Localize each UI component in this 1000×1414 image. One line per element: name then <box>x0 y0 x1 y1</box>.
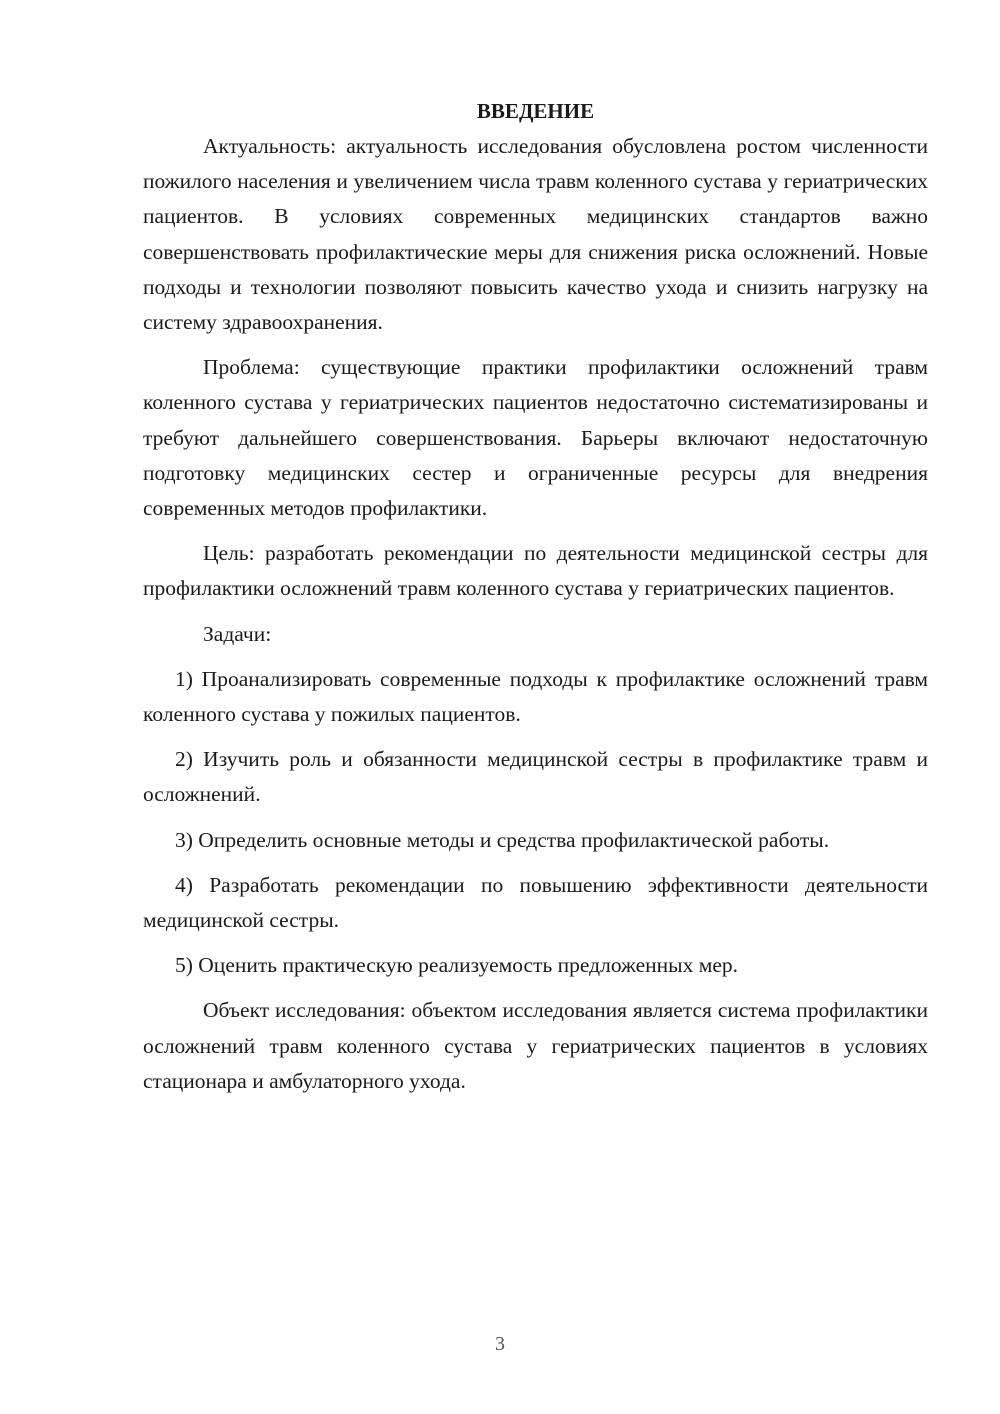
document-page <box>143 94 928 1099</box>
tasks-list <box>143 662 928 984</box>
paragraph-problem: Проблема: существующие практики профилактики осложнений травм коленного сустава у гериатрических пациентов недостаточно систематизированы и требуют дальнейшего совершенствования. Барьеры включают недостаточную подготовку медицинских сестер и ограниченные ресурсы для внедрения современных методов профилактики. <box>143 355 928 521</box>
tasks-heading: Задачи: <box>203 621 272 646</box>
task-item: 1) Проанализировать современные подходы к профилактике осложнений травм коленного сустава у пожилых пациентов. <box>143 666 928 727</box>
paragraph-object: Объект исследования: объектом исследования является система профилактики осложнений травм коленного сустава у гериатрических пациентов в условиях стационара и амбулаторного ухода. <box>143 998 928 1093</box>
task-item: 4) Разработать рекомендации по повышению эффективности деятельности медицинской сестры. <box>143 872 928 933</box>
paragraph-relevance: Актуальность: актуальность исследования обусловлена ростом численности пожилого населения и увеличением числа травм коленного сустава у гериатрических пациентов. В условиях современных медицинских стандартов важно совершенствовать профилактические меры для снижения риска осложнений. Новые подходы и технологии позволяют повысить качество ухода и снизить нагрузку на систему здравоохранения. <box>143 134 928 335</box>
paragraph-goal: Цель: разработать рекомендации по деятельности медицинской сестры для профилактики осложнений травм коленного сустава у гериатрических пациентов. <box>143 541 928 601</box>
section-title: ВВЕДЕНИЕ <box>476 99 595 123</box>
page-number: 3 <box>495 1333 505 1355</box>
task-item: 5) Оценить практическую реализуемость предложенных мер. <box>175 953 739 978</box>
task-item: 2) Изучить роль и обязанности медицинской сестры в профилактике травм и осложнений. <box>143 747 928 807</box>
task-item: 3) Определить основные методы и средства профилактической работы. <box>175 827 830 852</box>
